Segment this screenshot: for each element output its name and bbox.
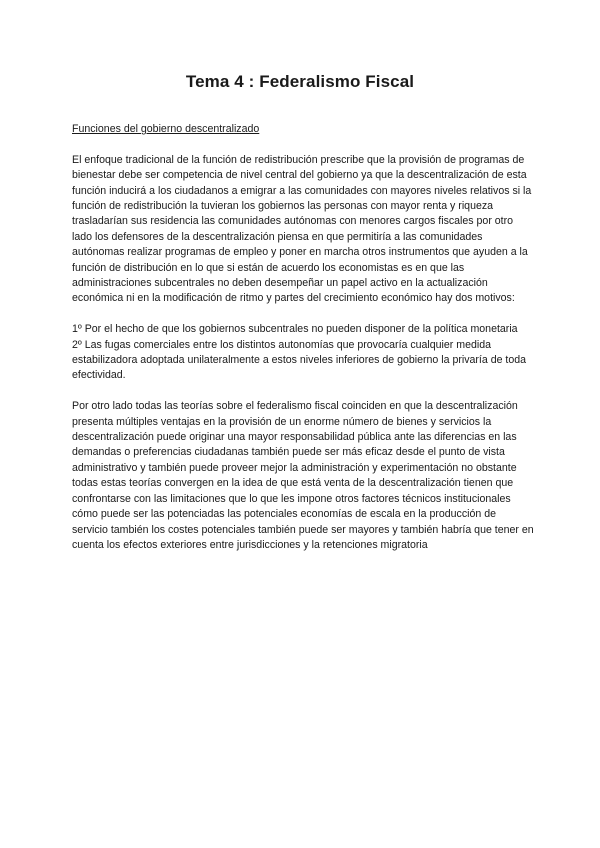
paragraph-advantages: Por otro lado todas las teorías sobre el federalismo fiscal coinciden en que la descentralización presenta múltiples ventajas en la provisión de un enorme número de bienes y servicios la descentralización puede originar una mayor responsabilidad pública ante las diferencias en las demandas o preferencias ciudadanas también puede ser más eficaz desde el punto de vista administrativo y también puede proveer mejor la administración y experimentación no obstante todas estas teorías convergen en la idea de que está venta de la descentralización tienen que confrontarse con las limitaciones que lo que les impone otros factores técnicos institucionales cómo puede ser las potenciadas las potenciales economías de escala en la producción de servicio también los costes potenciales también puede ser mayores y también habría que tener en cuenta los efectos exteriores entre jurisdicciones y la retenciones migratoria: [72, 400, 534, 551]
page-title: Tema 4 : Federalismo Fiscal: [185, 72, 415, 91]
reasons-list: [72, 322, 534, 384]
paragraph-redistribution: El enfoque tradicional de la función de redistribución prescribe que la provisión de programas de bienestar debe ser competencia de nivel central del gobierno ya que la descentralización de esta función inducirá a los ciudadanos a emigrar a las comunidades con mayores niveles relativos si la función de redistribución la tuvieran los gobiernos las personas con mayor renta y riqueza trasladarían sus residencia las comunidades autónomas con menores cargos fiscales por otro lado los defensores de la descentralización piensa en que permitiría a las comunidades autónomas realizar programas de empleo y poner en marcha otros instrumentos que ayuden a la función de distribución en lo que si están de acuerdo los economistas es en que las administraciones subcentrales no deben desempeñar un papel activo en la actualización económica ni en la modificación de ritmo y partes del crecimiento económico hay dos motivos:: [72, 153, 532, 305]
document-body: [72, 122, 534, 569]
reason-item-2: 2º Las fugas comerciales entre los distintos autonomías que provocaría cualquier medida estabilizadora adoptada unilateralmente a estos niveles inferiores de gobierno la privaría de toda efectividad.: [72, 338, 527, 382]
section-heading: Funciones del gobierno descentralizado: [72, 123, 260, 135]
reason-item-1: 1º Por el hecho de que los gobiernos subcentrales no pueden disponer de la política monetaria: [72, 323, 518, 336]
